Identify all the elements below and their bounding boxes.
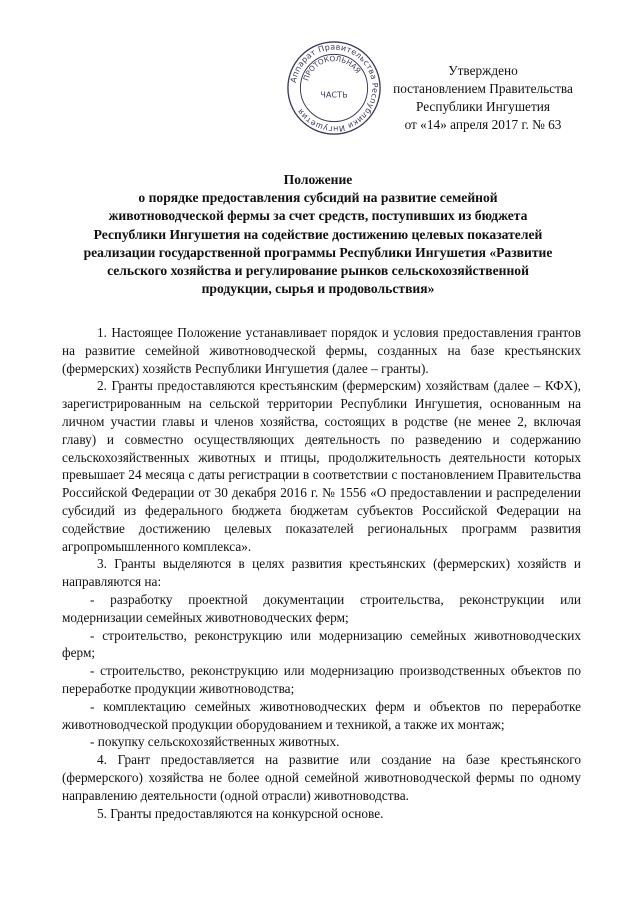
seal-inner-text: ПРОТОКОЛЬНАЯ xyxy=(301,54,363,82)
seal-outer-text: Аппарат Правительства Республики Ингушетия xyxy=(288,42,380,134)
list-item: - строительство, реконструкцию или модернизацию семейных животноводческих ферм; xyxy=(62,627,581,661)
approval-line: постановлением Правительства xyxy=(393,81,573,96)
list-item: - комплектацию семейных животноводческих ферм и объектов по переработке животноводческой продукции оборудованием и техникой, а также их монтаж; xyxy=(62,698,581,732)
paragraph-2: 2. Гранты предоставляются крестьянским (фермерским) хозяйствам (далее – КФХ), зарегистрированным на сельской территории Республики Ингушетия, основанным на личном участии главы и членов хозяйства, состоящих в родстве (не менее 2, включая главу) и совместно осуществляющих деятельность по разведению и содержанию сельскохозяйственных животных и птицы, продолжительность деятельности которых превышает 24 месяца с даты регистрации в соответствии с постановлением Правительства Российской Федерации от 30 декабря 2016 г. № 1556 «О предоставлении и распределении субсидий из федерального бюджета бюджетам субъектов Российской Федерации на содействие достижению целевых показателей региональных программ развития агропромышленного комплекса». xyxy=(62,378,581,554)
title-line: сельского хозяйства и регулирование рынков сельскохозяйственной xyxy=(107,263,529,279)
approval-line: Утверждено xyxy=(448,63,518,78)
title-line: реализации государственной программы Республики Ингушетия «Развитие xyxy=(83,244,553,260)
document-body xyxy=(62,324,581,822)
seal-center-text: ЧАСТЬ xyxy=(320,89,348,100)
title-line: Положение xyxy=(283,172,353,187)
list-item: - строительство, реконструкцию или модернизацию производственных объектов по переработке продукции животноводства; xyxy=(62,663,581,696)
document-title xyxy=(68,171,568,298)
list-item: - покупку сельскохозяйственных животных. xyxy=(90,734,340,750)
title-line: животноводческой фермы за счет средств, поступивших из бюджета xyxy=(108,208,528,224)
list-item: - разработку проектной документации строительства, реконструкции или модернизации семейных животноводческих ферм; xyxy=(62,591,581,625)
stamp-seal xyxy=(286,40,382,136)
approval-line: от «14» апреля 2017 г. № 63 xyxy=(404,117,562,132)
paragraph-3: 3. Гранты выделяются в целях развития крестьянских (фермерских) хозяйств и направляются на: xyxy=(62,556,581,590)
paragraph-4: 4. Грант предоставляется на развитие или создание на базе крестьянского (фермерского) хозяйства не более одной семейной животноводческой фермы по одному направлению деятельности (одной отрасли) животноводства. xyxy=(62,752,581,803)
approval-block xyxy=(388,62,578,134)
title-line: продукции, сырья и продовольствия» xyxy=(201,281,435,297)
title-line: Республики Ингушетия на содействие достижению целевых показателей xyxy=(93,226,543,242)
approval-line: Республики Ингушетия xyxy=(415,99,551,114)
paragraph-5: 5. Гранты предоставляются на конкурсной основе. xyxy=(97,805,384,821)
paragraph-1: 1. Настоящее Положение устанавливает порядок и условия предоставления грантов на развитие семейной животноводческой фермы, созданных на базе крестьянских (фермерских) хозяйств Республики Ингушетия (далее – гранты). xyxy=(62,325,581,376)
title-line: о порядке предоставления субсидий на развитие семейной xyxy=(138,190,498,206)
